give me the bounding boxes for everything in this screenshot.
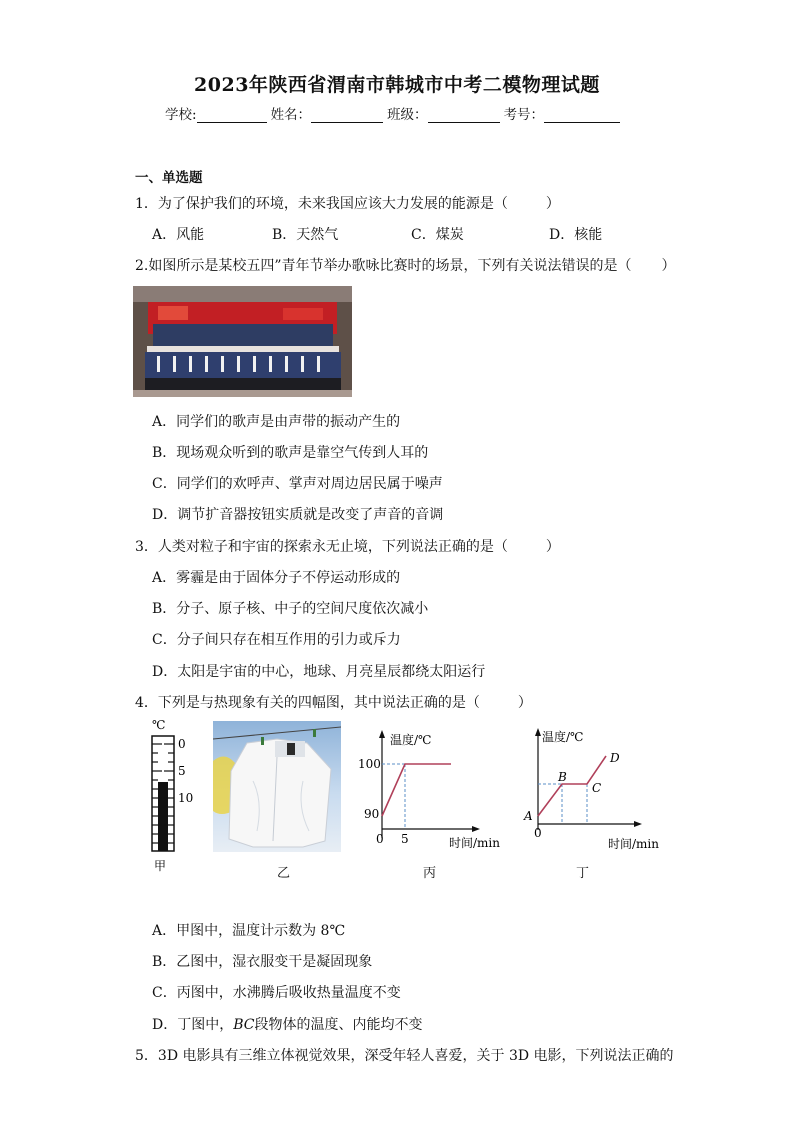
question-1	[135, 193, 560, 213]
boiling-graph-x5: 5	[401, 832, 409, 846]
choir-photo	[133, 286, 352, 397]
school-blank[interactable]	[197, 108, 267, 123]
boiling-graph-y90: 90	[364, 807, 380, 821]
question-4	[135, 692, 532, 712]
thermometer-unit: ℃	[152, 718, 166, 732]
boiling-graph	[356, 726, 506, 856]
question-4-option-a[interactable]: A．甲图中，温度计示数为 8℃	[152, 923, 346, 939]
question-3	[135, 536, 560, 556]
question-4-option-d-text: 段物体的温度、内能均不变	[254, 1017, 423, 1033]
melting-graph-point-d: D	[610, 751, 620, 765]
question-3-stem: 3．人类对粒子和宇宙的探索永无止境，下列说法正确的是（	[135, 539, 508, 555]
question-3-option-a[interactable]: A．雾霾是由于固体分子不停运动形成的	[152, 570, 401, 586]
boiling-graph-x0: 0	[376, 832, 384, 846]
name-label: 姓名：	[270, 107, 312, 123]
melting-graph	[520, 724, 670, 858]
melting-graph-point-a: A	[524, 809, 533, 823]
question-2	[135, 255, 676, 275]
melting-graph-xlabel: 时间/min	[608, 837, 659, 851]
question-1-option-c[interactable]: C．煤炭	[411, 227, 464, 243]
question-1-stem: 1．为了保护我们的环境，未来我国应该大力发展的能源是（	[135, 196, 508, 212]
page-title: 2023年陕西省渭南市韩城市中考二模物理试题	[194, 74, 600, 96]
question-4-option-d-segment: BC	[233, 1017, 255, 1033]
question-4-option-c[interactable]: C．丙图中，水沸腾后吸收热量温度不变	[152, 985, 401, 1001]
melting-graph-point-b: B	[558, 770, 567, 784]
boiling-graph-ylabel: 温度/℃	[390, 733, 432, 747]
thermometer-figure	[140, 716, 210, 876]
question-4-paren-close: ）	[517, 695, 532, 711]
question-2-option-b[interactable]: B．现场观众听到的歌声是靠空气传到人耳的	[152, 445, 429, 461]
student-info-row	[165, 103, 624, 123]
boiling-graph-line	[382, 764, 451, 816]
thermometer-tick-10: 10	[178, 791, 194, 805]
question-2-paren-close: ）	[661, 258, 676, 274]
boiling-graph-xlabel: 时间/min	[449, 836, 500, 850]
question-5-stem: 5．3D 电影具有三维立体视觉效果，深受年轻人喜爱，关于 3D 电影，下列说法正确的	[135, 1048, 674, 1064]
question-3-option-b[interactable]: B．分子、原子核、中子的空间尺度依次减小	[152, 601, 429, 617]
question-2-stem: 2.如图所示是某校五四”青年节举办歌咏比赛时的场景，下列有关说法错误的是（	[135, 258, 632, 274]
wet-shirt-photo	[213, 721, 341, 852]
figure-bing-caption: 丙	[423, 866, 437, 881]
thermometer-tick-5: 5	[178, 764, 186, 778]
number-label: 考号：	[503, 107, 545, 123]
question-1-option-d[interactable]: D．核能	[549, 227, 603, 243]
class-blank[interactable]	[428, 108, 500, 123]
question-3-option-c[interactable]: C．分子间只存在相互作用的引力或斥力	[152, 632, 401, 648]
question-4-option-d-prefix: D．丁图中，	[152, 1017, 234, 1033]
question-2-option-a[interactable]: A．同学们的歌声是由声带的振动产生的	[152, 414, 401, 430]
question-2-option-d[interactable]: D．调节扩音器按钮实质就是改变了声音的音调	[152, 507, 444, 523]
thermometer-tick-0: 0	[178, 737, 186, 751]
question-1-paren-close: ）	[545, 196, 560, 212]
number-blank[interactable]	[544, 108, 620, 123]
melting-graph-ylabel: 温度/℃	[542, 730, 584, 744]
question-4-option-b[interactable]: B．乙图中，湿衣服变干是凝固现象	[152, 954, 373, 970]
question-5	[135, 1045, 674, 1065]
question-1-option-b[interactable]: B．天然气	[272, 227, 339, 243]
section-heading: 一、单选题	[135, 170, 203, 186]
figure-ding-caption: 丁	[576, 866, 590, 881]
question-4-stem: 4．下列是与热现象有关的四幅图，其中说法正确的是（	[135, 695, 480, 711]
question-2-option-c[interactable]: C．同学们的欢呼声、掌声对周边居民属于噪声	[152, 476, 443, 492]
school-label: 学校:	[165, 107, 197, 123]
boiling-graph-y100: 100	[358, 757, 381, 771]
name-blank[interactable]	[311, 108, 383, 123]
question-3-paren-close: ）	[545, 539, 560, 555]
question-4-option-d[interactable]	[152, 1014, 423, 1034]
class-label: 班级：	[387, 107, 428, 123]
melting-graph-point-c: C	[592, 781, 602, 795]
figure-jia-caption: 甲	[154, 859, 167, 873]
melting-graph-x0: 0	[534, 826, 542, 840]
question-3-option-d[interactable]: D．太阳是宇宙的中心，地球、月亮星辰都绕太阳运行	[152, 664, 486, 680]
figure-yi-caption: 乙	[277, 866, 291, 881]
question-1-option-a[interactable]: A．风能	[152, 227, 205, 243]
